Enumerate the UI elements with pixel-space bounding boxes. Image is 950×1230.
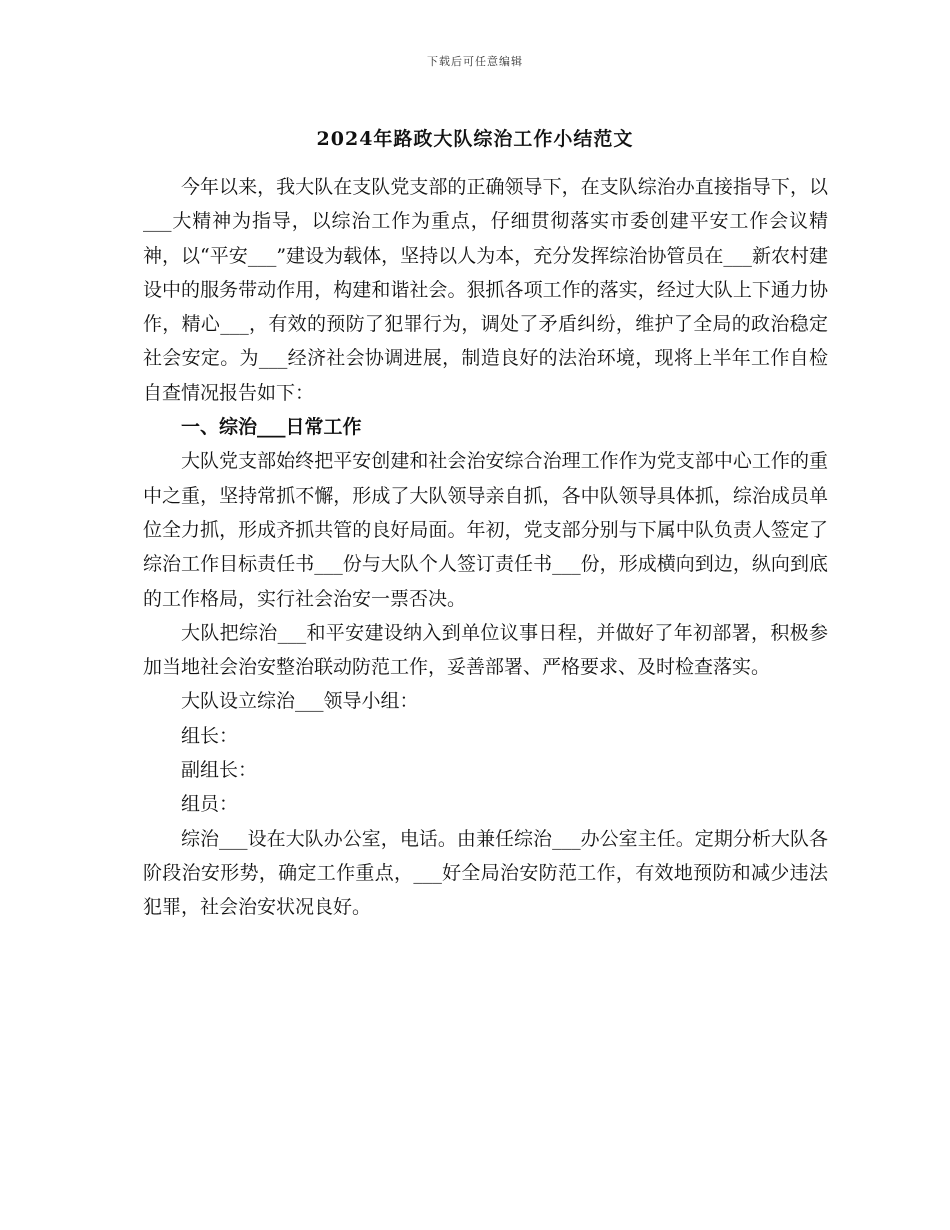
section-heading: 一、综治___日常工作: [181, 416, 362, 439]
header-note: 下载后可任意编辑: [427, 55, 523, 68]
document-body: [143, 170, 828, 925]
document-title: 2024年路政大队综治工作小结范文: [316, 128, 634, 150]
paragraph-leader: 组长：: [181, 724, 239, 747]
paragraph-office: 综治___设在大队办公室，电话。由兼任综治___办公室主任。定期分析大队各阶段治安形势，确定工作重点，___好全局治安防范工作，有效地预防和减少违法犯罪，社会治安状况良好。: [143, 827, 828, 919]
paragraph-deputy-leader: 副组长：: [181, 759, 258, 782]
paragraph-intro: 今年以来，我大队在支队党支部的正确领导下，在支队综治办直接指导下，以___大精神为指导，以综治工作为重点，仔细贯彻落实市委创建平安工作会议精神，以“平安___”建设为载体，坚持以人为本，充分发挥综治协管员在___新农村建设中的服务带动作用，构建和谐社会。狠抓各项工作的落实，经过大队上下通力协作，精心___，有效的预防了犯罪行为，调处了矛盾纠纷，维护了全局的政治稳定社会安定。为___经济社会协调进展，制造良好的法治环境，现将上半年工作自检自查情况报告如下：: [143, 176, 828, 404]
paragraph-leadership: 大队党支部始终把平安创建和社会治安综合治理工作作为党支部中心工作的重中之重，坚持常抓不懈，形成了大队领导亲自抓，各中队领导具体抓，综治成员单位全力抓，形成齐抓共管的良好局面。年初，党支部分别与下属中队负责人签定了综治工作目标责任书___份与大队个人签订责任书___份，形成横向到边，纵向到底的工作格局，实行社会治安一票否决。: [143, 450, 828, 610]
paragraph-group: 大队设立综治___领导小组：: [181, 690, 419, 713]
paragraph-members: 组员：: [181, 793, 239, 816]
paragraph-agenda: 大队把综治___和平安建设纳入到单位议事日程，并做好了年初部署，积极参加当地社会治安整治联动防范工作，妥善部署、严格要求、及时检查落实。: [143, 621, 828, 679]
